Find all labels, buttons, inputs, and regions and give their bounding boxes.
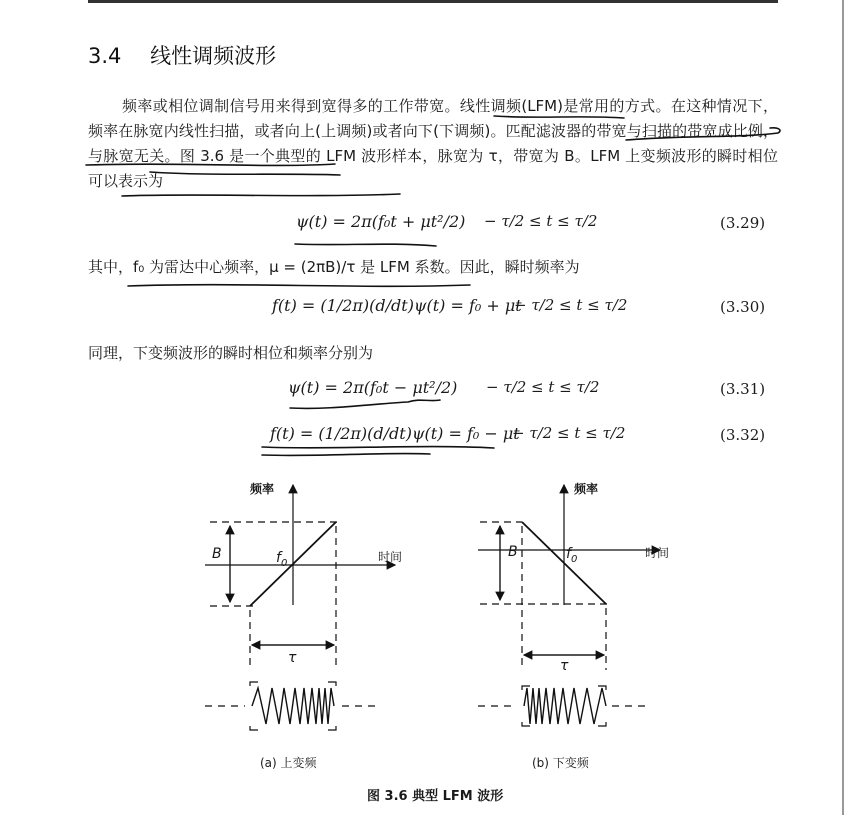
- right-wave-bracket-top: [522, 686, 606, 690]
- page-right-edge: [842, 0, 844, 815]
- left-wave-bracket-top: [250, 682, 336, 686]
- left-wave-bracket-bottom: [250, 726, 336, 730]
- equation-3-29-condition: − τ/2 ≤ t ≤ τ/2: [484, 212, 598, 230]
- section-heading: [88, 40, 276, 70]
- equation-3-32-number: (3.32): [720, 426, 766, 444]
- right-pulse-width-label: τ: [560, 658, 569, 674]
- paragraph-downchirp: 同理，下变频波形的瞬时相位和频率分别为: [88, 344, 374, 362]
- right-sublabel: (b) 下变频: [532, 756, 589, 770]
- underline-eq-3-32-2: [262, 454, 430, 456]
- equation-3-30: f(t) = (1/2π)(d/dt)ψ(t) = f₀ + μt: [272, 296, 522, 315]
- right-center-freq-label: $f_0$: [566, 546, 578, 565]
- underline-eq-3-31: [290, 400, 440, 408]
- underline-eq-3-32: [262, 447, 494, 448]
- right-y-axis-label: 频率: [574, 482, 599, 496]
- left-pulse-width-label: τ: [288, 650, 297, 666]
- left-y-axis-label: 频率: [250, 482, 275, 496]
- right-chirp-waveform: [524, 688, 606, 724]
- equation-3-30-condition: − τ/2 ≤ t ≤ τ/2: [514, 296, 628, 314]
- left-chirp-waveform: [252, 688, 334, 724]
- equation-3-32-condition: − τ/2 ≤ t ≤ τ/2: [512, 424, 626, 442]
- right-bandwidth-label: B: [508, 544, 518, 560]
- underline-coefficient: [128, 285, 470, 287]
- underline-phase-intro: [122, 194, 400, 196]
- underline-eq-3-29: [295, 244, 436, 246]
- figure-caption: 图 3.6 典型 LFM 波形: [367, 789, 504, 804]
- paragraph-coefficient: 其中，f₀ 为雷达中心频率，μ = (2πB)/τ 是 LFM 系数。因此，瞬时频率为: [88, 258, 580, 276]
- left-x-axis-label: 时间: [378, 550, 403, 564]
- page-top-rule: [88, 0, 778, 3]
- equation-3-29-number: (3.29): [720, 214, 766, 232]
- right-wave-bracket-bottom: [522, 722, 606, 726]
- equation-3-31: ψ(t) = 2π(f₀t − μt²/2): [288, 378, 458, 397]
- right-x-axis-label: 时间: [645, 546, 670, 560]
- equation-3-32: f(t) = (1/2π)(d/dt)ψ(t) = f₀ − μt: [270, 424, 520, 443]
- section-title: 线性调频波形: [150, 44, 277, 68]
- left-sublabel: (a) 上变频: [260, 756, 317, 770]
- equation-3-29: ψ(t) = 2π(f₀t + μt²/2): [296, 212, 466, 231]
- equation-3-30-number: (3.30): [720, 298, 766, 316]
- left-chirp-line: [250, 522, 336, 606]
- right-chirp-line: [522, 522, 606, 604]
- left-center-freq-label: $f_0$: [276, 550, 288, 569]
- paragraph-intro: 频率或相位调制信号用来得到宽得多的工作带宽。线性调频(LFM)是常用的方式。在这种情况下，频率在脉宽内线性扫描，或者向上(上调频)或者向下(下调频)。匹配滤波器的带宽与扫描的带宽成比例，与脉宽无关。图 3.6 是一个典型的 LFM 波形样本，脉宽为 τ，带宽为 B。LFM 上变频波形的瞬时相位可以表示为: [88, 97, 778, 190]
- section-number: 3.4: [88, 44, 122, 68]
- equation-3-31-condition: − τ/2 ≤ t ≤ τ/2: [486, 378, 600, 396]
- left-bandwidth-label: B: [212, 546, 222, 562]
- equation-3-31-number: (3.31): [720, 380, 766, 398]
